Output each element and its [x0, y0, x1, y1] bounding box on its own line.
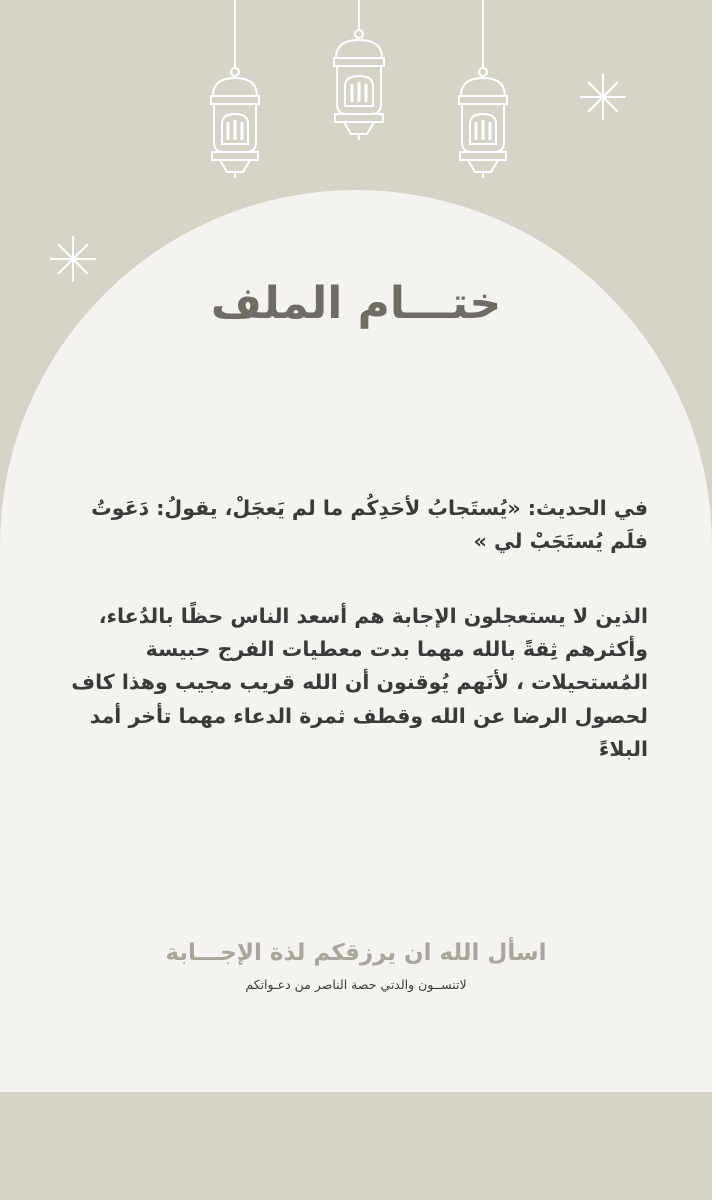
right-edge-strip [712, 0, 716, 1200]
hanging-lantern-icon [334, 0, 384, 140]
dedication-line: لاتنســون والدتي حصة الناصر من دعـواتكم [245, 977, 467, 992]
bottom-band [0, 1092, 712, 1200]
lantern-decorations [0, 0, 712, 300]
hanging-lantern-icon [211, 0, 259, 178]
sparkle-star-icon [580, 74, 626, 120]
sparkle-star-icon [50, 236, 96, 282]
hanging-lantern-icon [459, 0, 507, 178]
body-paragraph: الذين لا يستعجلون الإجابة هم أسعد الناس حظًا بالدُعاء، وأكثرهم ثِقةً بالله مهما بدت معطيات الفرج حبيسة المُستحيلات ، لأنَهم يُوقنون أن الله قريب مجيب وهذا كاف لحصول الرضا عن الله وقطف ثمرة الدعاء مهما تأخر أمد البلاءً [71, 604, 648, 761]
page-title: ختـــام الملف [210, 278, 502, 329]
hadith-text: في الحديث: «يُستَجابُ لأحَدِكُم ما لم يَعجَلْ، يقولُ: دَعَوتُ فلَم يُستَجَبْ لي » [91, 496, 648, 554]
closing-prayer: اسأل الله ان يرزقكم لذة الإجـــابة [165, 940, 547, 966]
